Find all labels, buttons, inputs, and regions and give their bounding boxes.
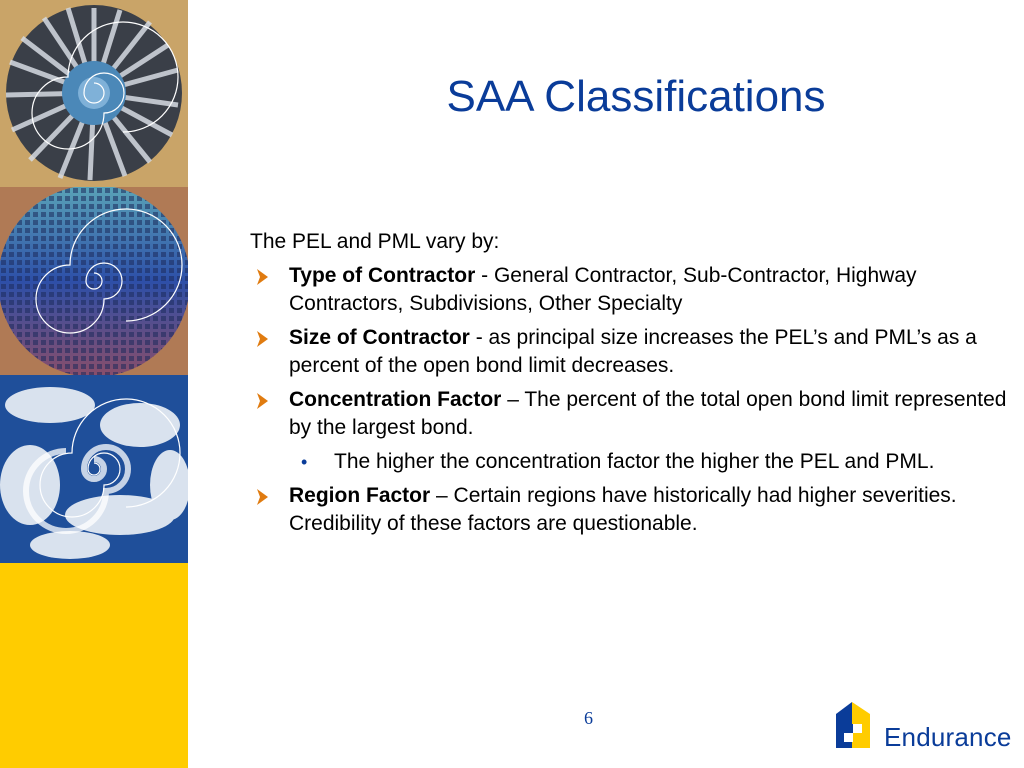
chevron-right-icon <box>254 488 272 506</box>
intro-text: The PEL and PML vary by: <box>250 230 500 253</box>
list-item <box>250 324 1010 380</box>
item-term: Region Factor <box>289 484 431 507</box>
bullet-dot-icon: • <box>301 452 308 472</box>
page-number: 6 <box>584 708 593 728</box>
list-item <box>250 262 1010 318</box>
item-term: Size of Contractor <box>289 326 470 349</box>
item-term: Type of Contractor <box>289 264 476 287</box>
item-text: – The percent of the total open bond limit represented by the largest bond. <box>289 388 1007 439</box>
list-item <box>250 386 1010 442</box>
item-term: Concentration Factor <box>289 388 502 411</box>
decorative-image-strip <box>0 0 188 768</box>
chevron-right-icon <box>254 330 272 348</box>
item-text: - as principal size increases the PEL’s and PML’s as a percent of the open bond limit decreases. <box>289 326 977 377</box>
logo-mark-icon <box>830 700 878 750</box>
turbine-image <box>0 0 188 187</box>
yellow-accent-panel <box>0 563 188 768</box>
endurance-logo <box>830 700 1012 752</box>
hurricane-satellite-image <box>0 375 188 563</box>
sub-item-text: The higher the concentration factor the higher the PEL and PML. <box>334 450 935 473</box>
chevron-right-icon <box>254 392 272 410</box>
list-item <box>250 482 1010 538</box>
item-text: - General Contractor, Sub-Contractor, Highway Contractors, Subdivisions, Other Specialty <box>289 264 917 315</box>
circuit-wafer-image <box>0 187 188 375</box>
chevron-right-icon <box>254 268 272 286</box>
sub-list-item <box>250 448 1010 476</box>
item-text: – Certain regions have historically had higher severities. Credibility of these factors are questionable. <box>289 484 957 535</box>
slide-content <box>250 228 1010 544</box>
logo-text: Endurance <box>884 722 1012 752</box>
slide-title: SAA Classifications <box>446 72 826 121</box>
